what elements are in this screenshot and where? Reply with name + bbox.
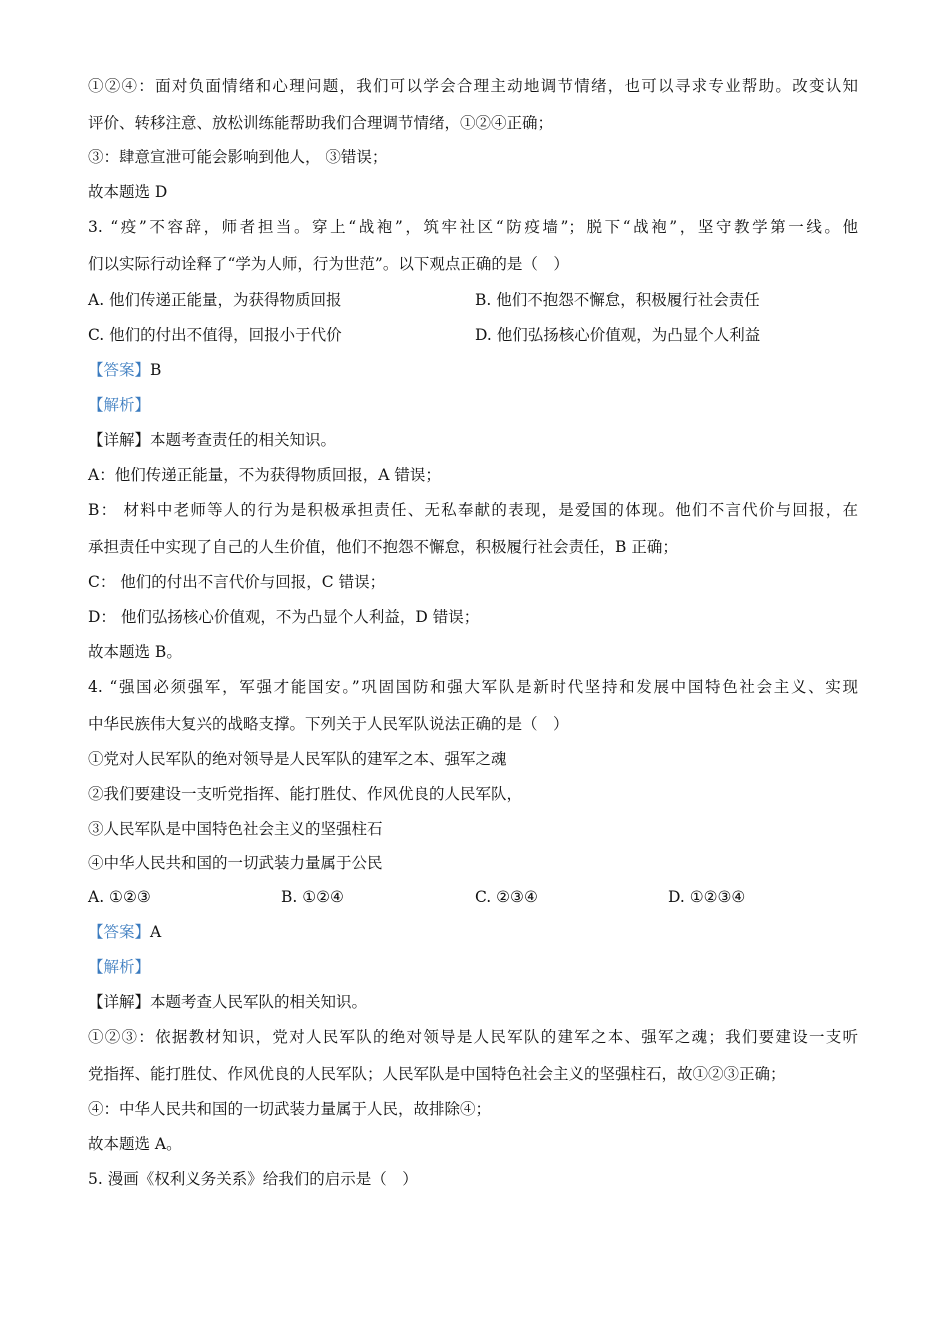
q3-option-d: D. 他们弘扬核心价值观，为凸显个人利益 — [475, 326, 761, 344]
q3-explanation-b: B： 材料中老师等人的行为是积极承担责任、无私奉献的表现，是爱国的体现。他们不言代价与回报，在 — [88, 501, 858, 519]
q3-explanation-d: D： 他们弘扬核心价值观，不为凸显个人利益，D 错误； — [88, 608, 480, 626]
q3-analysis-tag: 【解析】 — [88, 396, 151, 414]
q4-item: ③人民军队是中国特色社会主义的坚强柱石 — [88, 820, 383, 838]
q2-explanation-line: 评价、转移注意、放松训练能帮助我们合理调节情绪，①②④正确； — [88, 114, 554, 132]
q4-stem: 4. “强国必须强军，军强才能国安。”巩固国防和强大军队是新时代坚持和发展中国特色社会主义、实现 — [88, 678, 858, 696]
q5-stem: 5. 漫画《权利义务关系》给我们的启示是（ ） — [88, 1170, 418, 1188]
q3-option-c: C. 他们的付出不值得，回报小于代价 — [88, 326, 342, 344]
q3-option-b: B. 他们不抱怨不懈怠，积极履行社会责任 — [475, 291, 760, 309]
q4-option-c: C. ②③④ — [475, 888, 538, 906]
q4-item: ②我们要建设一支听党指挥、能打胜仗、作风优良的人民军队， — [88, 785, 523, 803]
q4-option-d: D. ①②③④ — [668, 888, 746, 906]
q4-answer — [88, 920, 858, 944]
q3-stem: 3. “疫”不容辞，师者担当。穿上“战袍”，筑牢社区“防疫墙”；脱下“战袍”，坚守教学第一线。他 — [88, 218, 858, 236]
q4-item: ④中华人民共和国的一切武装力量属于公民 — [88, 854, 383, 872]
q4-item: ①党对人民军队的绝对领导是人民军队的建军之本、强军之魂 — [88, 750, 507, 768]
q4-detail: 【详解】本题考查人民军队的相关知识。 — [88, 993, 368, 1011]
q3-explanation-b: 承担责任中实现了自己的人生价值，他们不抱怨不懈怠，积极履行社会责任，B 正确； — [88, 538, 678, 556]
q2-explanation-line: ③：肆意宣泄可能会影响到他人， ③错误； — [88, 148, 388, 166]
q4-analysis-tag: 【解析】 — [88, 958, 151, 976]
q2-explanation-line: ①②④：面对负面情绪和心理问题，我们可以学会合理主动地调节情绪，也可以寻求专业帮助。改变认知 — [88, 77, 858, 95]
q3-explanation-a: A：他们传递正能量，不为获得物质回报，A 错误； — [88, 466, 441, 484]
q4-option-a: A. ①②③ — [88, 888, 151, 906]
q4-option-b: B. ①②④ — [281, 888, 344, 906]
q4-explanation: ①②③：依据教材知识，党对人民军队的绝对领导是人民军队的建军之本、强军之魂；我们要建设一支听 — [88, 1028, 858, 1046]
q3-option-a: A. 他们传递正能量，为获得物质回报 — [88, 291, 342, 309]
answer-value: B — [150, 361, 162, 379]
q2-conclusion: 故本题选 D — [88, 183, 168, 201]
answer-value: A — [150, 923, 162, 941]
q3-stem: 们以实际行动诠释了“学为人师，行为世范”。以下观点正确的是（ ） — [88, 255, 569, 273]
q3-conclusion: 故本题选 B。 — [88, 643, 182, 661]
q3-answer — [88, 358, 858, 382]
q4-stem: 中华民族伟大复兴的战略支撑。下列关于人民军队说法正确的是（ ） — [88, 715, 569, 733]
q3-explanation-c: C： 他们的付出不言代价与回报，C 错误； — [88, 573, 386, 591]
q4-explanation: 党指挥、能打胜仗、作风优良的人民军队；人民军队是中国特色社会主义的坚强柱石，故①②③正确； — [88, 1065, 786, 1083]
q4-explanation: ④：中华人民共和国的一切武装力量属于人民，故排除④； — [88, 1100, 492, 1118]
answer-tag: 【答案】 — [88, 361, 151, 379]
q4-conclusion: 故本题选 A。 — [88, 1135, 182, 1153]
answer-tag: 【答案】 — [88, 923, 151, 941]
q3-detail: 【详解】本题考查责任的相关知识。 — [88, 431, 337, 449]
